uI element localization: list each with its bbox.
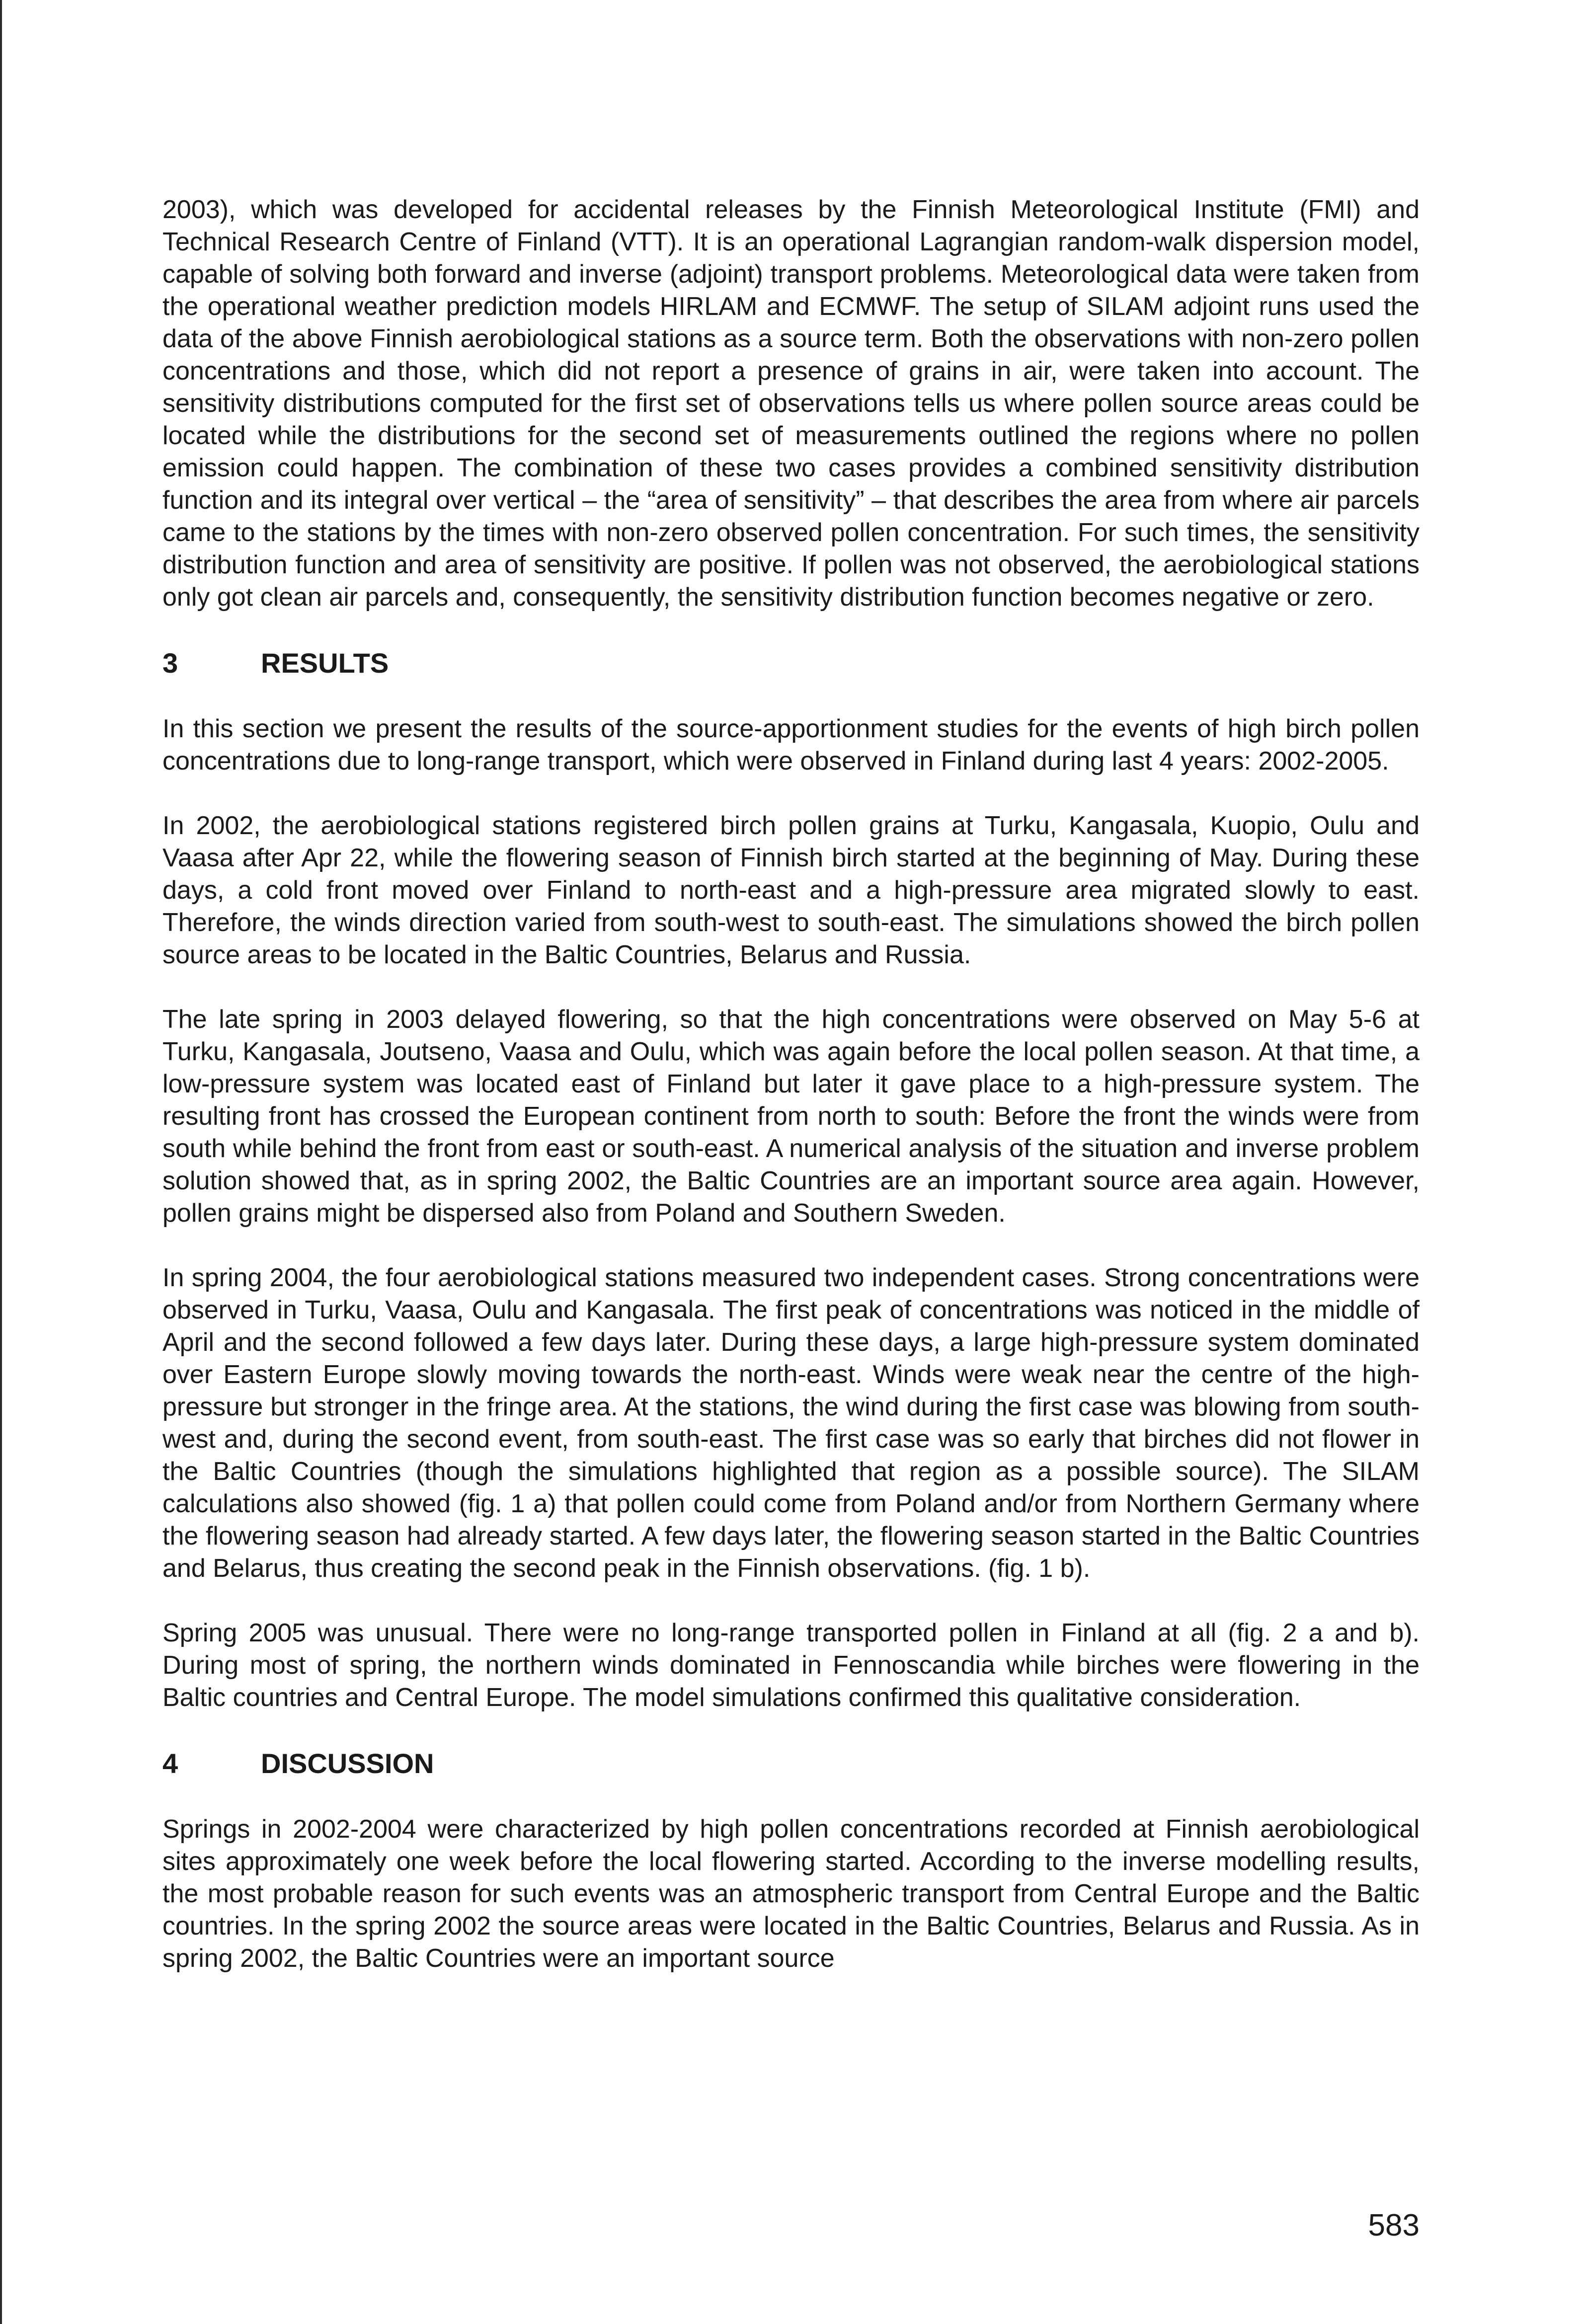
spacer [162,614,1420,646]
paragraph-2004: In spring 2004, the four aerobiological stations measured two independent cases. Strong concentrations were observed in Turku, Vaasa, Oulu and Kangasala. The first peak of concentrations was noticed in the middle of April and the second followed a few days later. During these days, a large high-pressure system dominated over Eastern Europe slowly moving towards the north-east. Winds were weak near the centre of the high-pressure but stronger in the fringe area. At the stations, the wind during the first case was blowing from south-west and, during the second event, from south-east. The first case was so early that birches did not flower in the Baltic Countries (though the simulations highlighted that region as a possible source). The SILAM calculations also showed (fig. 1 a) that pollen could come from Poland and/or from Northern Germany where the flowering season had already started. A few days later, the flowering season started in the Baltic Countries and Belarus, thus creating the second peak in the Finnish observations. (fig. 1 b). [162,1263,1420,1583]
spacer [162,681,1420,713]
section-title: DISCUSSION [261,1748,434,1779]
section-heading-discussion [162,1746,1420,1781]
section-title: RESULTS [261,647,389,679]
spacer [162,777,1420,810]
spacer [162,1230,1420,1262]
paragraph-silam-model: 2003), which was developed for accidental releases by the Finnish Meteorological Institute (FMI) and Technical Research Centre of Finland (VTT). It is an operational Lagrangian random-walk dispersion model, capable of solving both forward and inverse (adjoint) transport problems. Meteorological data were taken from the operational weather prediction models HIRLAM and ECMWF. The setup of SILAM adjoint runs used the data of the above Finnish aerobiological stations as a source term. Both the observations with non-zero pollen concentrations and those, which did not report a presence of grains in air, were taken into account. The sensitivity distributions computed for the first set of observations tells us where pollen source areas could be located while the distributions for the second set of measurements outlined the regions where no pollen emission could happen. The combination of these two cases provides a combined sensitivity distribution function and its integral over vertical – the “area of sensitivity” – that describes the area from where air parcels came to the stations by the times with non-zero observed pollen concentration. For such times, the sensitivity distribution function and area of sensitivity are positive. If pollen was not observed, the aerobiological stations only got clean air parcels and, consequently, the sensitivity distribution function becomes negative or zero. [162,195,1420,612]
section-heading-results [162,646,1420,681]
section-number: 3 [162,647,178,679]
spacer [162,1781,1420,1813]
paragraph-discussion: Springs in 2002-2004 were characterized by high pollen concentrations recorded at Finnish aerobiological sites approximately one week before the local flowering started. According to the inverse modelling results, the most probable reason for such events was an atmospheric transport from Central Europe and the Baltic countries. In the spring 2002 the source areas were located in the Baltic Countries, Belarus and Russia. As in spring 2002, the Baltic Countries were an important source [162,1815,1420,1973]
paragraph-2003: The late spring in 2003 delayed flowering, so that the high concentrations were observed on May 5-6 at Turku, Kangasala, Joutseno, Vaasa and Oulu, which was again before the local pollen season. At that time, a low-pressure system was located east of Finland but later it gave place to a high-pressure system. The resulting front has crossed the European continent from north to south: Before the front the winds were from south while behind the front from east or south-east. A numerical analysis of the situation and inverse problem solution showed that, as in spring 2002, the Baltic Countries are an important source area again. However, pollen grains might be dispersed also from Poland and Southern Sweden. [162,1005,1420,1228]
paragraph-2002: In 2002, the aerobiological stations registered birch pollen grains at Turku, Kangasala, Kuopio, Oulu and Vaasa after Apr 22, while the flowering season of Finnish birch started at the beginning of May. During these days, a cold front moved over Finland to north-east and a high-pressure area migrated slowly to east. Therefore, the winds direction varied from south-west to south-east. The simulations showed the birch pollen source areas to be located in the Baltic Countries, Belarus and Russia. [162,811,1420,969]
section-number: 4 [162,1748,178,1779]
spacer [162,1714,1420,1746]
spacer [162,971,1420,1004]
paragraph-2005: Spring 2005 was unusual. There were no long-range transported pollen in Finland at all (fig. 2 a and b). During most of spring, the northern winds dominated in Fennoscandia while birches were flowering in the Baltic countries and Central Europe. The model simulations confirmed this qualitative consideration. [162,1619,1420,1712]
paragraph-results-intro: In this section we present the results of the source-apportionment studies for the events of high birch pollen concentrations due to long-range transport, which were observed in Finland during last 4 years: 2002-2005. [162,714,1420,775]
page-body [162,194,1420,1975]
page-number: 583 [1368,2208,1420,2243]
spacer [162,1585,1420,1617]
scan-edge [0,0,2,2324]
